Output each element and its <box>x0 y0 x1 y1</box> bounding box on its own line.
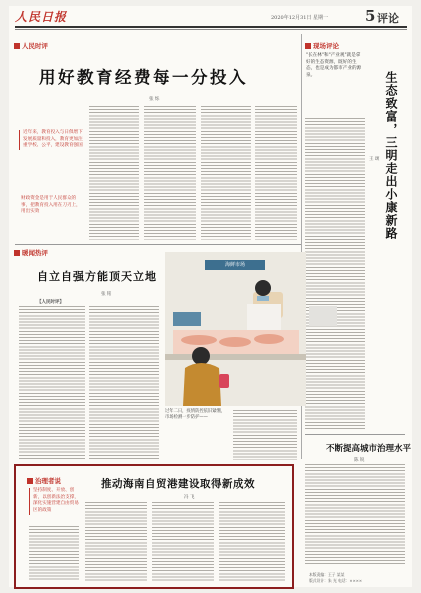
highlight-pullquote: 坚持制度、开放、创新，以创新法治支撑，深化实施营建自由贸易区的政策 <box>29 488 83 515</box>
vendor-head <box>255 280 271 296</box>
masthead-rule <box>15 26 407 28</box>
fish-icon <box>219 337 251 347</box>
second-body-col-2 <box>89 306 159 460</box>
section-rule <box>15 244 301 245</box>
page-number: 5 <box>365 7 376 25</box>
right-column-label-text: 现场评论 <box>313 42 339 50</box>
right-byline: 王 颂 <box>369 157 380 162</box>
right-quote: "长在林"和"产业观"就是拿好的生态资源，既好的生态，也是成为都市产业的源泉。 <box>306 53 362 78</box>
main-byline: 张 烁 <box>149 97 160 102</box>
second-headline: 自立自强方能顶天立地 <box>37 270 157 283</box>
side-brief-body <box>305 464 405 564</box>
market-scene-svg <box>165 252 306 406</box>
page-footer <box>309 572 362 584</box>
brief-rule <box>305 434 405 435</box>
masthead-logo: 人民日报 <box>15 10 68 24</box>
right-column-label <box>305 41 339 50</box>
second-section-head: 【人民时评】 <box>37 300 64 305</box>
section-name: 评论 <box>377 12 399 25</box>
highlight-byline: 冯 飞 <box>184 495 195 500</box>
main-column-label-text: 人民时评 <box>22 42 48 50</box>
main-pullquote-2: 财政资金是用于人民群众的事，把教育投入用在刀刃上，用出实效 <box>21 196 81 215</box>
main-body-col-3 <box>201 106 251 240</box>
highlight-headline: 推动海南自贸港建设取得新成效 <box>101 478 255 490</box>
main-body-col-4 <box>255 106 297 240</box>
label-square-icon <box>14 43 20 49</box>
main-column-label <box>14 41 48 50</box>
highlight-column-label-text: 治理者说 <box>35 477 61 485</box>
label-square-icon <box>305 43 311 49</box>
right-body-text <box>305 118 365 430</box>
customer-head <box>192 347 210 365</box>
footer-credits: 版式设计：朱 光 电话：×××× <box>309 578 363 584</box>
second-column-label <box>14 248 48 257</box>
highlight-frame <box>14 464 294 589</box>
main-headline: 用好教育经费每一分投入 <box>39 68 248 87</box>
second-body-col-1 <box>19 306 85 460</box>
illustration-verse <box>233 410 297 460</box>
masthead-rule-thin <box>15 29 407 30</box>
masthead-date: 2020年12月31日 星期一 <box>271 15 329 21</box>
label-square-icon <box>14 250 20 256</box>
fish-icon <box>254 334 284 344</box>
fish-icon <box>181 335 217 345</box>
shopping-bag-icon <box>219 374 229 388</box>
side-brief-headline: 不断提高城市治理水平 <box>326 444 412 454</box>
right-vertical-headline: 生态致富，三明走出小康新路 <box>384 71 398 240</box>
main-pullquote-1: 近年来，教育投入与日俱增下发展质量和投入，教育更加注重学校、公平，建设教育强国 <box>19 130 87 150</box>
second-column-label-text: 暖闻热评 <box>22 249 48 257</box>
illustration-caption: 过年二日，疫情防控依旧紧绷，市场检测一步防护—— <box>165 409 226 421</box>
main-body-col-1 <box>89 106 139 240</box>
customer-body <box>183 363 221 406</box>
second-byline: 张 铭 <box>101 292 112 297</box>
right-inline-photo <box>309 306 337 326</box>
main-body-col-2 <box>144 106 196 240</box>
footer-editor: 本版责编：王子 某某 <box>309 572 345 577</box>
side-brief-byline: 陈 锐 <box>354 458 365 463</box>
market-illustration <box>165 252 306 406</box>
market-sign: 海鲜市场 <box>224 262 245 268</box>
